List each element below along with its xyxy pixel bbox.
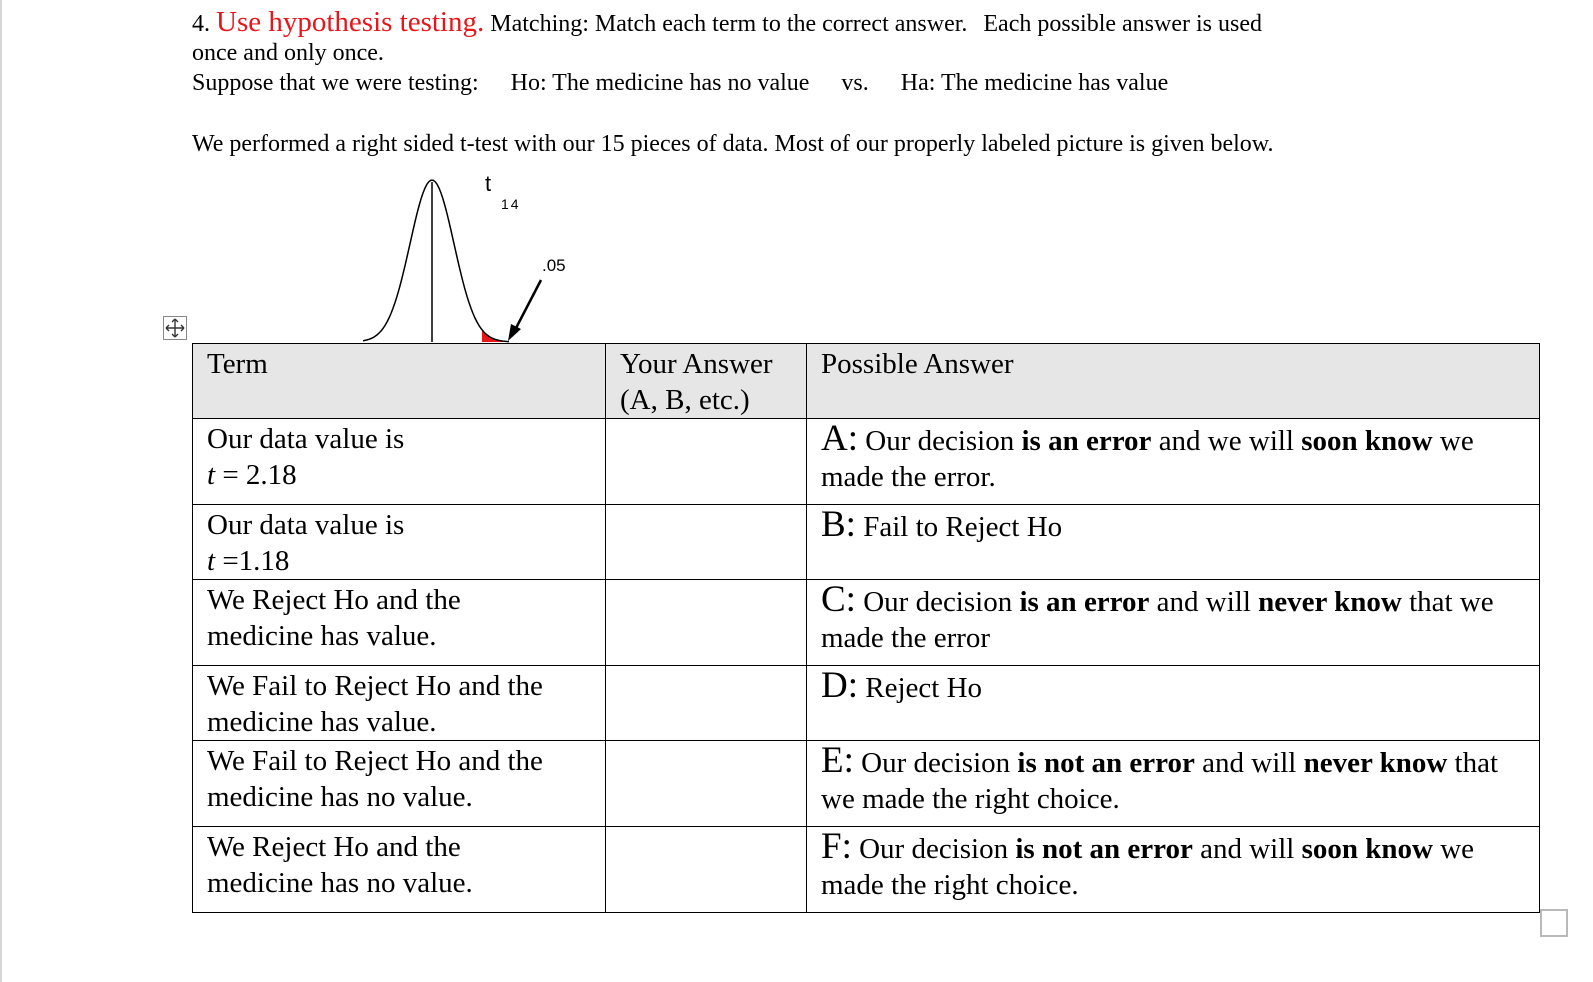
plain-text: Our decision: [851, 833, 1016, 865]
term-cell: [193, 580, 606, 666]
header-your-answer: [606, 344, 807, 419]
table-header-row: [193, 344, 1540, 419]
emphasis-text: is an error: [1019, 586, 1150, 618]
term-text-2: medicine has value.: [207, 620, 437, 652]
t-distribution-figure: [355, 170, 595, 345]
setup-text: We performed a right sided t-test with our 15 pieces of data. Most of our properly labeled picture is given below.: [192, 131, 1274, 157]
answer-cell[interactable]: [606, 741, 807, 827]
t-curve: [363, 180, 509, 341]
possible-answer-text: [858, 672, 982, 704]
instruction-matching: Matching: Match each term to the correct answer.: [490, 11, 968, 37]
move-icon: [164, 317, 186, 339]
term-text: We Reject Ho and the: [207, 584, 461, 616]
table-row: [193, 666, 1540, 741]
possible-answer-cell: [807, 666, 1540, 741]
emphasis-text: is not an error: [1015, 833, 1193, 865]
answer-letter: A:: [821, 418, 858, 459]
hypotheses-line: [192, 70, 1168, 97]
answer-letter: C:: [821, 579, 856, 620]
term-value: =1.18: [215, 545, 290, 577]
table-move-handle[interactable]: [163, 316, 187, 340]
table-resize-handle[interactable]: [1540, 909, 1568, 937]
answer-letter: D:: [821, 665, 858, 706]
plain-text: Our decision: [855, 586, 1020, 618]
vs-text: vs.: [841, 70, 869, 96]
null-hypothesis: Ho: The medicine has no value: [510, 70, 810, 96]
possible-answer-text: [821, 586, 1494, 654]
alpha-label: .05: [542, 256, 566, 275]
plain-text: and will: [1192, 833, 1302, 865]
term-cell: [193, 419, 606, 505]
header-term: Term: [193, 344, 606, 419]
alternative-hypothesis: Ha: The medicine has value: [900, 70, 1169, 96]
possible-answer-text: [821, 833, 1474, 901]
table-row: [193, 827, 1540, 913]
header-possible-answer: Possible Answer: [807, 344, 1540, 419]
term-text: We Fail to Reject Ho and the: [207, 670, 543, 702]
plain-text: that we made the right choice.: [821, 747, 1499, 815]
answer-letter: E:: [821, 740, 854, 781]
term-text-2: medicine has value.: [207, 706, 437, 738]
plain-text: Fail to Reject Ho: [855, 511, 1063, 543]
emphasis-text: soon know: [1301, 425, 1433, 457]
term-text: We Fail to Reject Ho and the: [207, 745, 543, 777]
question-title: Use hypothesis testing.: [216, 6, 485, 38]
answer-cell[interactable]: [606, 505, 807, 580]
possible-answer-cell: [807, 827, 1540, 913]
header-your-answer-line2: (A, B, etc.): [620, 384, 750, 416]
plain-text: we made the error.: [821, 425, 1474, 493]
term-text-2: medicine has no value.: [207, 781, 473, 813]
plain-text: and we will: [1151, 425, 1302, 457]
possible-answer-cell: [807, 419, 1540, 505]
plain-text: that we made the error: [821, 586, 1494, 654]
possible-answer-cell: [807, 741, 1540, 827]
plain-text: and will: [1194, 747, 1304, 779]
emphasis-text: is not an error: [1017, 747, 1195, 779]
answer-letter: F:: [821, 826, 852, 867]
term-cell: [193, 666, 606, 741]
term-cell: [193, 827, 606, 913]
possible-answer-text: [821, 747, 1498, 815]
term-text: We Reject Ho and the: [207, 831, 461, 863]
alpha-arrow: [515, 280, 541, 330]
possible-answer-cell: [807, 580, 1540, 666]
table-row: [193, 505, 1540, 580]
answer-cell[interactable]: [606, 580, 807, 666]
possible-answer-text: [856, 511, 1062, 543]
table-row: [193, 419, 1540, 505]
matching-table: [192, 343, 1540, 913]
dist-symbol: t: [485, 171, 492, 196]
answer-letter: B:: [821, 504, 856, 545]
plain-text: Reject Ho: [858, 672, 983, 704]
question-number: 4.: [192, 11, 210, 37]
table-row: [193, 580, 1540, 666]
plain-text: Our decision: [858, 425, 1022, 457]
term-text-2: medicine has no value.: [207, 867, 473, 899]
emphasis-text: never know: [1258, 586, 1402, 618]
alpha-arrowhead: [508, 324, 521, 341]
plain-text: we made the right choice.: [821, 833, 1475, 901]
term-value: = 2.18: [215, 459, 297, 491]
instruction-once: once and only once.: [192, 40, 384, 66]
term-cell: [193, 741, 606, 827]
dist-degrees-freedom: 14: [501, 196, 521, 212]
answer-cell[interactable]: [606, 666, 807, 741]
answer-cell[interactable]: [606, 827, 807, 913]
term-t-symbol: t: [207, 545, 216, 577]
answer-cell[interactable]: [606, 419, 807, 505]
suppose-text: Suppose that we were testing:: [192, 70, 479, 96]
possible-answer-text: [821, 425, 1474, 493]
possible-answer-cell: [807, 505, 1540, 580]
question-line-2: [192, 40, 384, 67]
plain-text: and will: [1149, 586, 1259, 618]
term-text: Our data value is: [207, 509, 405, 541]
emphasis-text: is an error: [1021, 425, 1152, 457]
header-your-answer-line1: Your Answer: [620, 348, 773, 380]
emphasis-text: soon know: [1301, 833, 1433, 865]
table-row: [193, 741, 1540, 827]
term-text: Our data value is: [207, 423, 405, 455]
page-left-border: [0, 0, 2, 982]
term-t-symbol: t: [207, 459, 216, 491]
question-line-1: [192, 6, 1262, 39]
instruction-each-used: Each possible answer is used: [983, 11, 1262, 37]
term-cell: [193, 505, 606, 580]
plain-text: Our decision: [853, 747, 1018, 779]
emphasis-text: never know: [1303, 747, 1448, 779]
